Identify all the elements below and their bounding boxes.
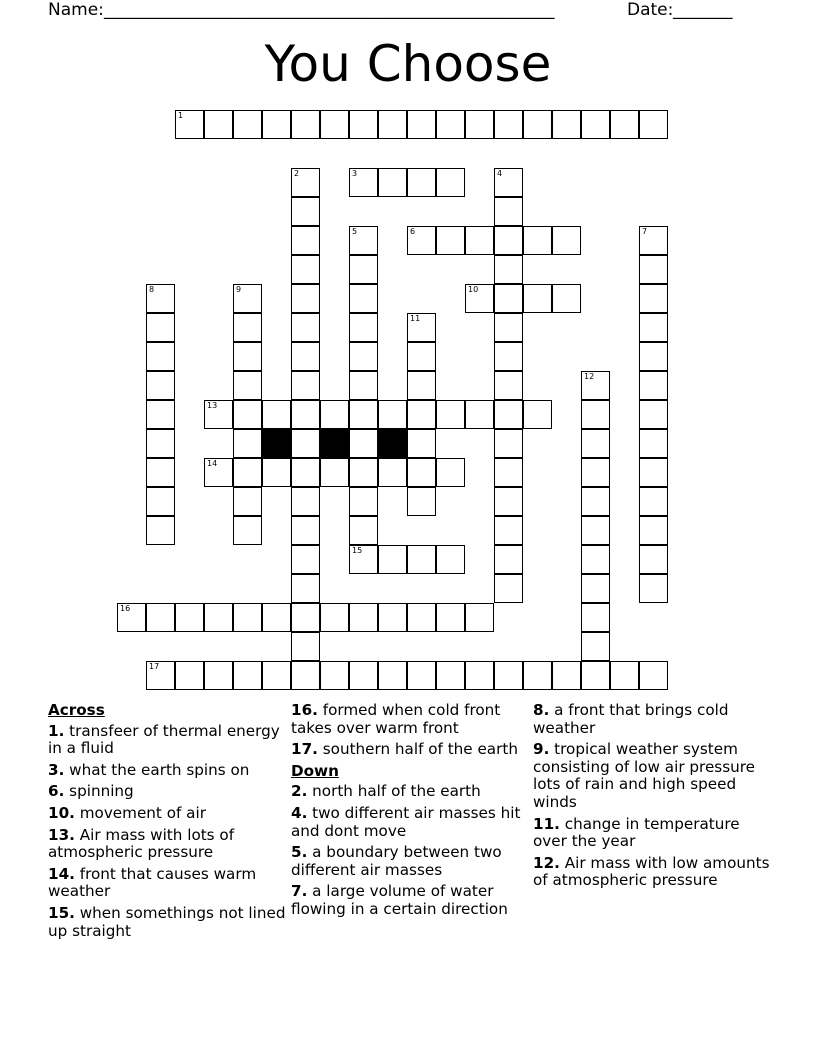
clues-across-column: [48, 702, 288, 944]
clue-text: a boundary between two different air masses: [291, 843, 502, 879]
crossword-cell[interactable]: [349, 371, 378, 400]
crossword-cell[interactable]: [233, 371, 262, 400]
crossword-cell[interactable]: [407, 168, 436, 197]
crossword-cell[interactable]: [552, 661, 581, 690]
crossword-cell[interactable]: [204, 603, 233, 632]
crossword-cell[interactable]: [436, 110, 465, 139]
clue-text: north half of the earth: [312, 782, 481, 801]
crossword-cell[interactable]: [581, 603, 610, 632]
crossword-cell[interactable]: [407, 226, 436, 255]
clue-item: [533, 741, 773, 811]
crossword-cell[interactable]: [581, 574, 610, 603]
clue-num: 12.: [533, 853, 560, 872]
crossword-cell[interactable]: [204, 400, 233, 429]
page-title: You Choose: [264, 35, 552, 93]
crossword-cell[interactable]: [581, 487, 610, 516]
crossword-cell[interactable]: [494, 255, 523, 284]
clue-num: 2.: [291, 782, 308, 801]
clue-number: 1: [178, 111, 184, 120]
crossword-cell[interactable]: [233, 603, 262, 632]
clues-down-column: [533, 702, 773, 894]
name-label: Name:: [48, 0, 104, 20]
crossword-cell[interactable]: [407, 458, 436, 487]
crossword-cell[interactable]: [262, 661, 291, 690]
crossword-cell[interactable]: [320, 458, 349, 487]
crossword-cell[interactable]: [291, 284, 320, 313]
crossword-cell[interactable]: [262, 400, 291, 429]
crossword-cell[interactable]: [639, 574, 668, 603]
crossword-cell[interactable]: [494, 400, 523, 429]
crossword-cell[interactable]: [639, 661, 668, 690]
crossword-cell[interactable]: [407, 487, 436, 516]
crossword-cell[interactable]: [233, 313, 262, 342]
clue-text: southern half of the earth: [322, 740, 518, 759]
clue-item: [48, 827, 288, 862]
crossword-cell[interactable]: [291, 487, 320, 516]
crossword-cell[interactable]: [494, 429, 523, 458]
clue-item: [291, 702, 531, 737]
crossword-cell[interactable]: [349, 516, 378, 545]
crossword-cell[interactable]: [436, 603, 465, 632]
crossword-cell[interactable]: [291, 458, 320, 487]
crossword-cell[interactable]: [465, 110, 494, 139]
crossword-cell[interactable]: [494, 342, 523, 371]
crossword-cell[interactable]: [407, 110, 436, 139]
name-blank[interactable]: _____________________________________________________: [104, 0, 555, 20]
clue-item: [48, 905, 288, 940]
crossword-cell[interactable]: [204, 458, 233, 487]
clue-text: two different air masses hit and dont move: [291, 803, 521, 840]
crossword-cell[interactable]: [349, 458, 378, 487]
crossword-cell[interactable]: [436, 458, 465, 487]
clue-num: 16.: [291, 701, 318, 719]
clue-number: 9: [236, 285, 242, 294]
clue-item: [291, 741, 531, 759]
black-cell: [262, 429, 291, 458]
crossword-cell[interactable]: [291, 400, 320, 429]
crossword-cell[interactable]: [465, 400, 494, 429]
clue-text: spinning: [69, 782, 134, 801]
crossword-cell[interactable]: [465, 226, 494, 255]
crossword-cell[interactable]: [436, 661, 465, 690]
clue-item: [48, 866, 288, 901]
crossword-cell[interactable]: [349, 603, 378, 632]
crossword-cell[interactable]: [349, 661, 378, 690]
crossword-cell[interactable]: [262, 110, 291, 139]
crossword-cell[interactable]: [233, 400, 262, 429]
crossword-cell[interactable]: [233, 516, 262, 545]
crossword-cell[interactable]: [436, 226, 465, 255]
clue-num: 3.: [48, 760, 65, 779]
crossword-cell[interactable]: [146, 313, 175, 342]
crossword-cell[interactable]: [581, 545, 610, 574]
clue-text: change in temperature over the year: [533, 814, 740, 851]
crossword-cell[interactable]: [378, 458, 407, 487]
clue-number: 16: [120, 604, 131, 613]
crossword-cell[interactable]: [639, 545, 668, 574]
crossword-cell[interactable]: [320, 110, 349, 139]
clue-num: 13.: [48, 825, 75, 844]
crossword-cell[interactable]: [436, 168, 465, 197]
crossword-cell[interactable]: [291, 110, 320, 139]
crossword-cell[interactable]: [407, 313, 436, 342]
clue-num: 15.: [48, 903, 75, 922]
clue-num: 6.: [48, 782, 65, 801]
clue-number: 4: [497, 169, 503, 178]
crossword-cell[interactable]: [291, 545, 320, 574]
clue-num: 5.: [291, 843, 308, 862]
crossword-cell[interactable]: [407, 603, 436, 632]
crossword-cell[interactable]: [175, 661, 204, 690]
crossword-cell[interactable]: [291, 255, 320, 284]
crossword-cell[interactable]: [494, 371, 523, 400]
crossword-cell[interactable]: [494, 168, 523, 197]
black-cell: [320, 429, 349, 458]
crossword-cell[interactable]: [175, 603, 204, 632]
crossword-cell[interactable]: [639, 110, 668, 139]
crossword-cell[interactable]: [378, 400, 407, 429]
clue-text: when somethings not lined up straight: [48, 903, 286, 940]
clue-item: [48, 723, 288, 758]
crossword-cell[interactable]: [291, 603, 320, 632]
crossword-cell[interactable]: [639, 429, 668, 458]
crossword-cell[interactable]: [146, 400, 175, 429]
crossword-cell[interactable]: [262, 458, 291, 487]
crossword-cell[interactable]: [494, 487, 523, 516]
crossword-cell[interactable]: [349, 487, 378, 516]
down-heading: Down: [291, 761, 339, 780]
crossword-cell[interactable]: [291, 429, 320, 458]
crossword-cell[interactable]: [523, 284, 552, 313]
crossword-cell[interactable]: [233, 661, 262, 690]
crossword-cell[interactable]: [349, 110, 378, 139]
crossword-cell[interactable]: [639, 458, 668, 487]
crossword-cell[interactable]: [378, 168, 407, 197]
clue-num: 11.: [533, 814, 560, 833]
crossword-cell[interactable]: [494, 516, 523, 545]
clue-item: [48, 762, 288, 780]
clue-number: 17: [149, 662, 160, 671]
crossword-cell[interactable]: [581, 429, 610, 458]
clue-number: 5: [352, 227, 358, 236]
clue-item: [291, 805, 531, 840]
crossword-cell[interactable]: [494, 574, 523, 603]
crossword-cell[interactable]: [378, 603, 407, 632]
crossword-cell[interactable]: [523, 226, 552, 255]
clue-number: 11: [410, 314, 421, 323]
clue-number: 15: [352, 546, 363, 555]
clue-item: [533, 816, 773, 851]
clue-item: [291, 844, 531, 879]
clue-number: 7: [642, 227, 648, 236]
crossword-cell[interactable]: [581, 458, 610, 487]
clue-item: [48, 783, 288, 801]
crossword-cell[interactable]: [146, 342, 175, 371]
clue-text: Air mass with lots of atmospheric pressure: [48, 825, 235, 862]
crossword-cell[interactable]: [523, 110, 552, 139]
clue-text: movement of air: [79, 803, 206, 822]
crossword-cell[interactable]: [639, 400, 668, 429]
crossword-cell[interactable]: [581, 371, 610, 400]
crossword-cell[interactable]: [494, 284, 523, 313]
crossword-cell[interactable]: [204, 661, 233, 690]
clue-num: 10.: [48, 803, 75, 822]
clue-num: 7.: [291, 882, 308, 901]
clue-item: [533, 702, 773, 737]
crossword-cell[interactable]: [291, 342, 320, 371]
crossword-cell[interactable]: [407, 400, 436, 429]
crossword-cell[interactable]: [233, 429, 262, 458]
crossword-cell[interactable]: [146, 429, 175, 458]
crossword-cell[interactable]: [639, 226, 668, 255]
crossword-cell[interactable]: [436, 400, 465, 429]
crossword-cell[interactable]: [610, 661, 639, 690]
crossword-cell[interactable]: [320, 400, 349, 429]
crossword-cell[interactable]: [146, 661, 175, 690]
crossword-cell[interactable]: [494, 110, 523, 139]
crossword-cell[interactable]: [146, 516, 175, 545]
crossword-cell[interactable]: [204, 110, 233, 139]
clue-text: formed when cold front takes over warm front: [291, 701, 501, 737]
crossword-cell[interactable]: [175, 110, 204, 139]
crossword-cell[interactable]: [581, 632, 610, 661]
crossword-cell[interactable]: [581, 516, 610, 545]
crossword-cell[interactable]: [262, 603, 291, 632]
crossword-cell[interactable]: [378, 545, 407, 574]
crossword-cell[interactable]: [320, 603, 349, 632]
crossword-cell[interactable]: [552, 226, 581, 255]
crossword-cell[interactable]: [639, 516, 668, 545]
crossword-cell[interactable]: [465, 603, 494, 632]
clue-number: 10: [468, 285, 479, 294]
crossword-cell[interactable]: [581, 400, 610, 429]
crossword-cell[interactable]: [494, 197, 523, 226]
crossword-cell[interactable]: [407, 342, 436, 371]
crossword-cell[interactable]: [378, 110, 407, 139]
crossword-cell[interactable]: [291, 313, 320, 342]
clue-item: [48, 805, 288, 823]
crossword-cell[interactable]: [581, 661, 610, 690]
clue-text: a large volume of water flowing in a certain direction: [291, 882, 508, 918]
crossword-cell[interactable]: [639, 255, 668, 284]
crossword-cell[interactable]: [146, 371, 175, 400]
clue-num: 14.: [48, 864, 75, 883]
crossword-cell[interactable]: [146, 284, 175, 313]
clue-item: [291, 783, 531, 801]
crossword-cell[interactable]: [552, 284, 581, 313]
clue-num: 17.: [291, 740, 318, 759]
crossword-cell[interactable]: [291, 661, 320, 690]
crossword-cell[interactable]: [320, 661, 349, 690]
clue-number: 2: [294, 169, 300, 178]
clue-item: [291, 883, 531, 918]
crossword-cell[interactable]: [291, 197, 320, 226]
crossword-cell[interactable]: [639, 313, 668, 342]
clue-number: 14: [207, 459, 218, 468]
crossword-cell[interactable]: [639, 284, 668, 313]
crossword-cell[interactable]: [349, 284, 378, 313]
clue-number: 8: [149, 285, 155, 294]
crossword-cell[interactable]: [349, 400, 378, 429]
crossword-cell[interactable]: [639, 371, 668, 400]
clue-text: transfeer of thermal energy in a fluid: [48, 721, 280, 758]
crossword-cell[interactable]: [378, 661, 407, 690]
crossword-cell[interactable]: [494, 313, 523, 342]
clue-text: tropical weather system consisting of low air pressure lots of rain and high speed winds: [533, 740, 756, 811]
crossword-cell[interactable]: [146, 458, 175, 487]
crossword-cell[interactable]: [407, 661, 436, 690]
crossword-cell[interactable]: [639, 487, 668, 516]
date-blank[interactable]: _______: [673, 0, 733, 20]
crossword-cell[interactable]: [465, 284, 494, 313]
clues-middle-column: [291, 702, 531, 923]
clue-num: 9.: [533, 740, 550, 759]
clue-text: front that causes warm weather: [48, 864, 257, 901]
across-heading: Across: [48, 701, 105, 719]
crossword-cell[interactable]: [291, 371, 320, 400]
crossword-cell[interactable]: [233, 458, 262, 487]
crossword-cell[interactable]: [407, 429, 436, 458]
clue-text: Air mass with low amounts of atmospheric pressure: [533, 853, 770, 890]
crossword-cell[interactable]: [494, 458, 523, 487]
crossword-cell[interactable]: [233, 487, 262, 516]
clue-num: 1.: [48, 721, 65, 740]
clue-item: [533, 855, 773, 890]
crossword-cell[interactable]: [291, 226, 320, 255]
black-cell: [378, 429, 407, 458]
crossword-cell[interactable]: [291, 516, 320, 545]
crossword-cell[interactable]: [349, 313, 378, 342]
clue-number: 6: [410, 227, 416, 236]
crossword-cell[interactable]: [436, 545, 465, 574]
crossword-cell[interactable]: [233, 110, 262, 139]
crossword-cell[interactable]: [233, 284, 262, 313]
clue-text: a front that brings cold weather: [533, 701, 729, 737]
clue-number: 12: [584, 372, 595, 381]
crossword-cell[interactable]: [349, 226, 378, 255]
crossword-cell[interactable]: [291, 632, 320, 661]
crossword-cell[interactable]: [610, 110, 639, 139]
crossword-cell[interactable]: [291, 574, 320, 603]
crossword-cell[interactable]: [117, 603, 146, 632]
crossword-cell[interactable]: [523, 400, 552, 429]
crossword-cell[interactable]: [494, 545, 523, 574]
clue-text: what the earth spins on: [69, 760, 250, 779]
crossword-cell[interactable]: [407, 545, 436, 574]
crossword-cell[interactable]: [291, 168, 320, 197]
crossword-cell[interactable]: [146, 487, 175, 516]
crossword-cell[interactable]: [552, 110, 581, 139]
crossword-cell[interactable]: [465, 661, 494, 690]
crossword-cell[interactable]: [349, 255, 378, 284]
crossword-cell[interactable]: [639, 342, 668, 371]
crossword-cell[interactable]: [233, 342, 262, 371]
crossword-cell[interactable]: [581, 110, 610, 139]
clue-number: 3: [352, 169, 358, 178]
crossword-cell[interactable]: [349, 429, 378, 458]
crossword-cell[interactable]: [349, 342, 378, 371]
crossword-cell[interactable]: [407, 371, 436, 400]
crossword-cell[interactable]: [494, 661, 523, 690]
crossword-cell[interactable]: [523, 661, 552, 690]
crossword-cell[interactable]: [494, 226, 523, 255]
crossword-cell[interactable]: [146, 603, 175, 632]
clue-num: 8.: [533, 701, 550, 719]
date-label: Date:: [627, 0, 674, 20]
crossword-cell[interactable]: [349, 168, 378, 197]
clue-num: 4.: [291, 803, 308, 822]
clue-number: 13: [207, 401, 218, 410]
crossword-cell[interactable]: [349, 545, 378, 574]
